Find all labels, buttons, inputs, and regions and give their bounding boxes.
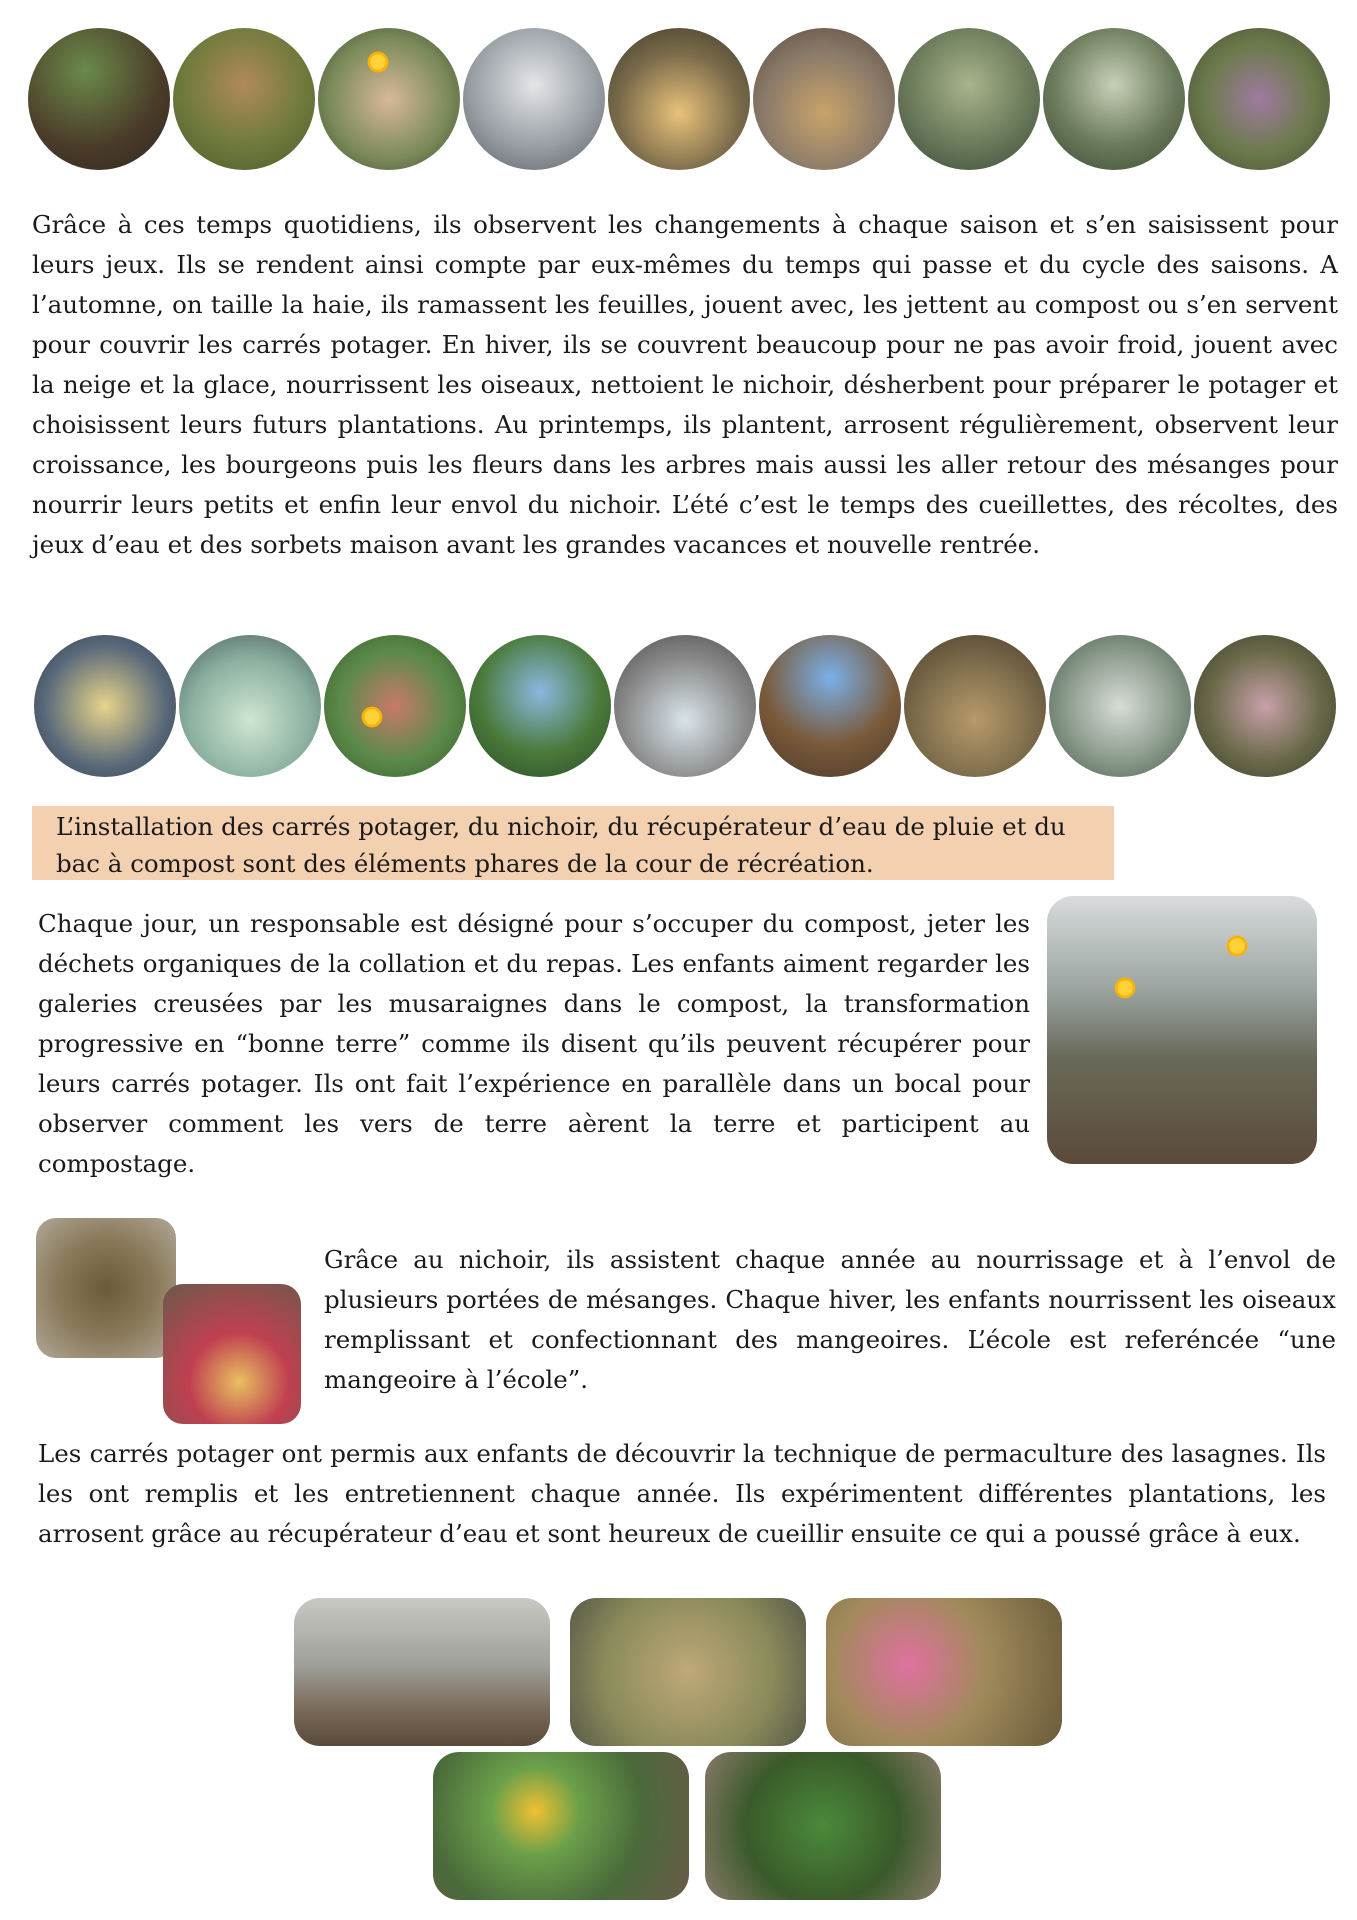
photo-magnifier — [1049, 635, 1191, 777]
photo-compost-bin — [1047, 896, 1317, 1164]
photo-children-garden — [173, 28, 315, 170]
photo-fence-drawings — [759, 635, 901, 777]
photo-snack-table — [608, 28, 750, 170]
photo-flower-bed — [1188, 28, 1330, 170]
compost-paragraph: Chaque jour, un responsable est désigné pour s’occuper du compost, jeter les déchets organiques de la collation et du repas. Les enfants aiment regarder les galeries creusées par les musaraignes dans le compost, la transformation progressive en “bonne terre” comme ils disent qu’ils peuvent récupérer pour leurs carrés potager. Ils ont fait l’expérience en parallèle dans un bocal pour observer comment les vers de terre aèrent la terre et participent au compostage. — [38, 909, 1030, 1178]
photo-child-pink-coat — [826, 1598, 1062, 1746]
photo-bird-feeder — [753, 28, 895, 170]
photo-paint-cups — [34, 635, 176, 777]
photo-garden-bed — [904, 635, 1046, 777]
photo-seedling-trays — [705, 1752, 941, 1900]
photo-bird-feeder-child — [163, 1284, 301, 1424]
photo-child-orange — [318, 28, 460, 170]
seasons-paragraph: Grâce à ces temps quotidiens, ils observent les changements à chaque saison et s’en saisissent pour leurs jeux. Ils se rendent ainsi compte par eux-mêmes du temps qui passe et du cycle des saisons. A l’automne, on taille la haie, ils ramassent les feuilles, jouent avec, les jettent au compost ou s’en servent pour couvrir les carrés potager. En hiver, ils se couvrent beaucoup pour ne pas avoir froid, jouent avec la neige et la glace, nourrissent les oiseaux, nettoient le nichoir, désherbent pour préparer le potager et choisissent leurs futurs plantations. Au printemps, ils plantent, arrosent régulièrement, observent leur croissance, les bourgeons puis les fleurs dans les arbres mais aussi les aller retour des mésanges pour nourrir leurs petits et enfin leur envol du nichoir. L’été c’est le temps des cueillettes, des récoltes, des jeux d’eau et des sorbets maison avant les grandes vacances et nouvelle rentrée. — [32, 210, 1338, 559]
photo-nest-box — [36, 1218, 176, 1358]
photo-squash-plant — [433, 1752, 689, 1900]
photo-child-tree — [324, 635, 466, 777]
photo-birdhouse — [898, 28, 1040, 170]
highlight-banner: L’installation des carrés potager, du nichoir, du récupérateur d’eau de pluie et du bac à compost sont des éléments phares de la cour de récréation. — [32, 806, 1114, 880]
photo-bush — [1043, 28, 1185, 170]
photo-autumn-leaves — [28, 28, 170, 170]
photo-mud-kitchen — [294, 1598, 550, 1746]
photo-tree-canopy — [469, 635, 611, 777]
photo-water-basin — [614, 635, 756, 777]
photo-tomato-bowl — [179, 635, 321, 777]
photo-winter-tree — [463, 28, 605, 170]
photo-straw-bed — [570, 1598, 806, 1746]
nichoir-paragraph: Grâce au nichoir, ils assistent chaque année au nourrissage et à l’envol de plusieurs portées de mésanges. Chaque hiver, les enfants nourrissent les oiseaux remplissant et confectionnant des mangeoires. L’école est referéncée “une mangeoire à l’école”. — [324, 1245, 1336, 1394]
photo-children-planting — [1194, 635, 1336, 777]
potager-paragraph: Les carrés potager ont permis aux enfants de découvrir la technique de permaculture des lasagnes. Ils les ont remplis et les entretiennent chaque année. Ils expérimentent différentes plantations, les arrosent grâce au récupérateur d’eau et sont heureux de cueillir ensuite ce qui a poussé grâce à eux. — [38, 1439, 1326, 1548]
